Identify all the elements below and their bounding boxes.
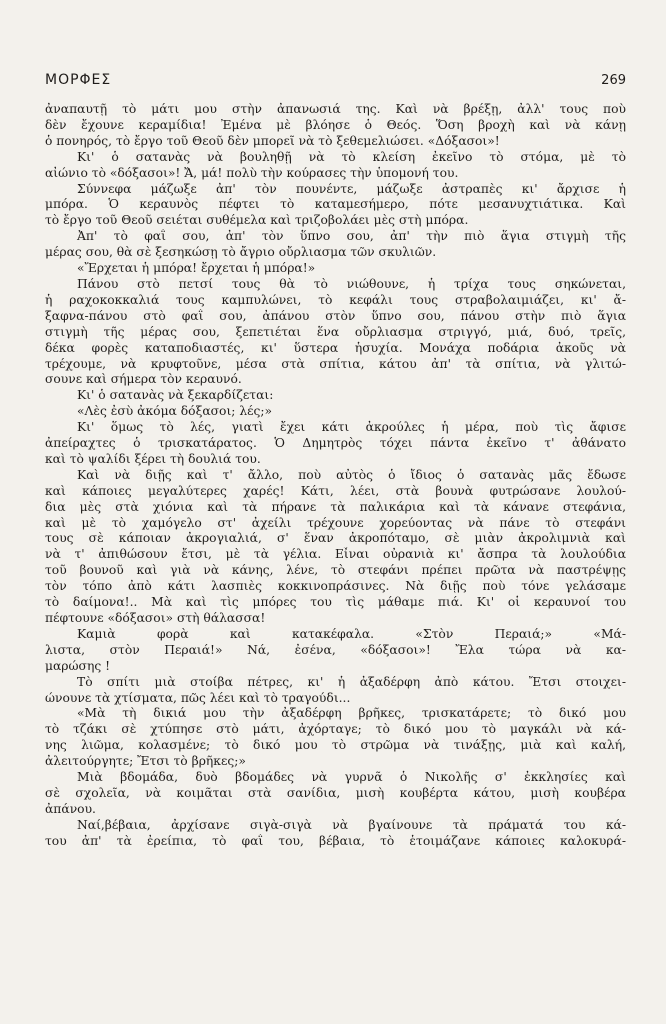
text-line: Πάνου στὸ πετσί τους θὰ τὸ νιώθουνε, ἡ τρίχα τους σηκώνεται, [77, 276, 626, 291]
text-line: τους σὲ κάποιαν ἀκρογιαλιά, σ' ἕναν ἀκροπόταμο, σὲ μιὰν ἀκρολιμνιὰ καὶ [45, 531, 626, 546]
body-text [45, 102, 626, 850]
text-line: τὸ ἔργο τοῦ Θεοῦ σειέται συθέμελα καὶ τριζοβολάει μὲς στὴ μπόρα. [45, 213, 469, 228]
text-line: Ναί,βέβαια, ἀρχίσανε σιγὰ-σιγὰ νὰ βγαίνουνε τὰ πράματά του κά- [77, 817, 626, 832]
text-line: Ἀπ' τὸ φαΐ σου, ἀπ' τὸν ὕπνο σου, ἀπ' τὴν πιὸ ἅγια στιγμὴ τῆς [77, 229, 626, 244]
text-line: καὶ κάποιες μεγαλύτερες χαρές! Κάτι, λέει, στὰ βουνὰ φυτρώσανε λουλού- [45, 483, 626, 498]
text-line: Κι' ὁ σατανὰς νὰ βουληθῇ νὰ τὸ κλείση ἐκεῖνο τὸ στόμα, μὲ τὸ [77, 149, 626, 164]
text-line: στιγμὴ τῆς μέρας σου, ξεπετιέται ἕνα οὔρλιασμα στριγγό, μιά, δυό, τρεῖς, [45, 324, 626, 339]
text-line: σουνε καὶ σήμερα τὸν κεραυνό. [45, 372, 242, 387]
text-line: ὁ πονηρός, τὸ ἔργο τοῦ Θεοῦ δὲν μπορεῖ νὰ τὸ ξεθεμελιώσει. «Δόξασοι»! [45, 133, 500, 148]
text-line: τὸ δαίμονα!.. Μὰ καὶ τὶς μπόρες του τὶς μάθαμε πιά. Κι' οἱ κεραυνοί του [45, 595, 626, 610]
text-line: του ἀπ' τὰ ἐρείπια, τὸ φαΐ του, βέβαια, τὸ ἑτοιμάζανε κάποιες καλοκυρά- [45, 833, 626, 848]
text-line: ἀναπαυτῇ τὸ μάτι μου στὴν ἀπανωσιά της. Καὶ νὰ βρέξῃ, ἀλλ' τους ποὺ [45, 102, 626, 116]
text-line: Καὶ νὰ διῇς καὶ τ' ἄλλο, ποὺ αὐτὸς ὁ ἴδιος ὁ σατανὰς μᾶς ἔδωσε [77, 467, 626, 482]
text-line: πέφτουνε «δόξασοι» στὴ θάλασσα! [45, 611, 266, 625]
text-line: Κι' ὅμως τὸ λές, γιατὶ ἔχει κάτι ἀκρούλες ἡ μέρα, ποὺ τὶς ἄφισε [77, 420, 626, 435]
text-line: δια μὲς στὰ χιόνια καὶ τὰ πήρανε τὰ παλικάρια καὶ τὰ κάνανε στεφάνια, [45, 499, 626, 514]
text-line: τρέχουμε, νὰ κρυφτοῦνε, μέσα στὰ σπίτια, κάτου ἀπ' τὰ σπίτια, νὰ γλιτώ- [45, 356, 626, 371]
text-line: δέκα φορὲς καταποδιαστές, κι' ὕστερα ἡσυχία. Μονάχα ποδάρια ἀκοῦς νὰ [45, 340, 626, 355]
text-line: «Ἔρχεται ἡ μπόρα! ἔρχεται ἡ μπόρα!» [77, 261, 316, 276]
text-line: τὸ τζάκι σὲ χτύπησε στὸ μάτι, ἀχόρταγε; τὸ δικό μου τὸ μαγκάλι νὰ κά- [45, 722, 626, 737]
text-line: τοῦ βουνοῦ καὶ γιὰ νὰ κάνης, λένε, τὸ στεφάνι πρέπει πρῶτα νὰ παστρέψῃς [45, 563, 626, 578]
text-line: σὲ σχολεῖα, νὰ κοιμᾶται στὰ σανίδια, μισὴ κουβέρτα κάτου, μισὴ κουβέρα [45, 785, 626, 800]
text-line: μέρας σου, θὰ σὲ ξεσηκώσῃ τὸ ἄγριο οὔρλιασμα τῶν σκυλιῶν. [45, 245, 437, 260]
journal-name: ΜΟΡΦΕΣ [45, 72, 112, 88]
text-line: τὸν τόπο ἀπὸ κάτι λασπιὲς κοκκινοπράσινες. Νὰ διῇς ποὺ τόνε γελάσαμε [45, 579, 626, 594]
text-line: Καμιὰ φορὰ καὶ κατακέφαλα. «Στὸν Περαιά;» «Μά- [77, 626, 626, 641]
text-line: Σύννεφα μάζωξε ἀπ' τὸν πουνέντε, μάζωξε ἀστραπὲς κι' ἄρχισε ἡ [77, 181, 626, 196]
text-line: «Λὲς ἐσὺ ἀκόμα δόξασοι; λές;» [77, 404, 273, 419]
text-line: καὶ τὸ ψαλίδι ξέρει τὴ δουλιά του. [45, 451, 261, 466]
text-line: ξαφνα-πάνου στὸ φαΐ σου, ἀπάνου στὸν ὕπνο σου, πάνου στὴν πιὸ ἅγια [45, 308, 626, 323]
text-line: δὲν ἔχουνε κεραμίδια! Ἐμένα μὲ βλόησε ὁ Θεός. Ὅση βροχὴ καὶ νὰ κάνῃ [45, 117, 626, 132]
text-line: ἡ ραχοκοκκαλιά τους καμπυλώνει, τὸ κεφάλι τους στραβολαιμιάζει, κι' ἄ- [45, 292, 626, 307]
text-line: νης λιῶμα, κολασμένε; τὸ δικό μου τὸ στρῶμα νὰ τινάξῃς, μιὰ καὶ καλή, [45, 738, 626, 753]
text-line: «Μὰ τὴ δικιά μου τὴν ἀξαδέρφη βρῆκες, τρισκατάρετε; τὸ δικό μου [77, 706, 626, 721]
text-line: ώνουνε τὰ χτίσματα, πῶς λέει καὶ τὸ τραγούδι... [45, 690, 351, 705]
text-line: Κι' ὁ σατανὰς νὰ ξεκαρδίζεται: [77, 388, 274, 403]
text-line: ἀλειτούργητε; Ἔτσι τὸ βρῆκες;» [45, 754, 246, 769]
text-line: λιστα, στὸν Περαιά!» Νά, ἐσένα, «δόξασοι»! Ἔλα τώρα νὰ κα- [45, 642, 626, 657]
running-head [45, 70, 626, 90]
page-number: 269 [601, 72, 626, 88]
text-line: μαρώσης ! [45, 658, 111, 673]
text-line: Τὸ σπίτι μιὰ στοίβα πέτρες, κι' ἡ ἀξαδέρφη ἀπὸ κάτου. Ἔτσι στοιχει- [77, 674, 626, 689]
text-line: Μιὰ βδομάδα, δυὸ βδομάδες νὰ γυρνᾶ ὁ Νικολῆς σ' ἐκκλησίες καὶ [77, 770, 626, 785]
text-line: ἀπείραχτες ὁ τρισκατάρατος. Ὁ Δημητρὸς τόχει πάντα ἐκεῖνο τ' ἀθάνατο [45, 436, 626, 451]
text-line: καὶ μὲ τὸ χαμόγελο στ' ἀχείλι τρέχουνε χορεύοντας νὰ πάνε τὸ στεφάνι [45, 515, 626, 530]
text-line: ἀπάνου. [45, 801, 96, 816]
text-line: αἰώνιο τὸ «δόξασοι»! Ἄ, μά! πολὺ τὴν κούρασες τὴν ὑπομονή του. [45, 165, 459, 180]
text-line: νὰ τ' ἀπιθώσουν ἔτσι, μὲ τὰ γέλια. Εἶναι οὐρανιὰ κι' ἄσπρα τὰ λουλούδια [45, 547, 626, 562]
text-line: μπόρα. Ὁ κεραυνὸς πέφτει τὸ καταμεσήμερο, πότε μεσανυχτιάτικα. Καὶ [45, 197, 626, 212]
